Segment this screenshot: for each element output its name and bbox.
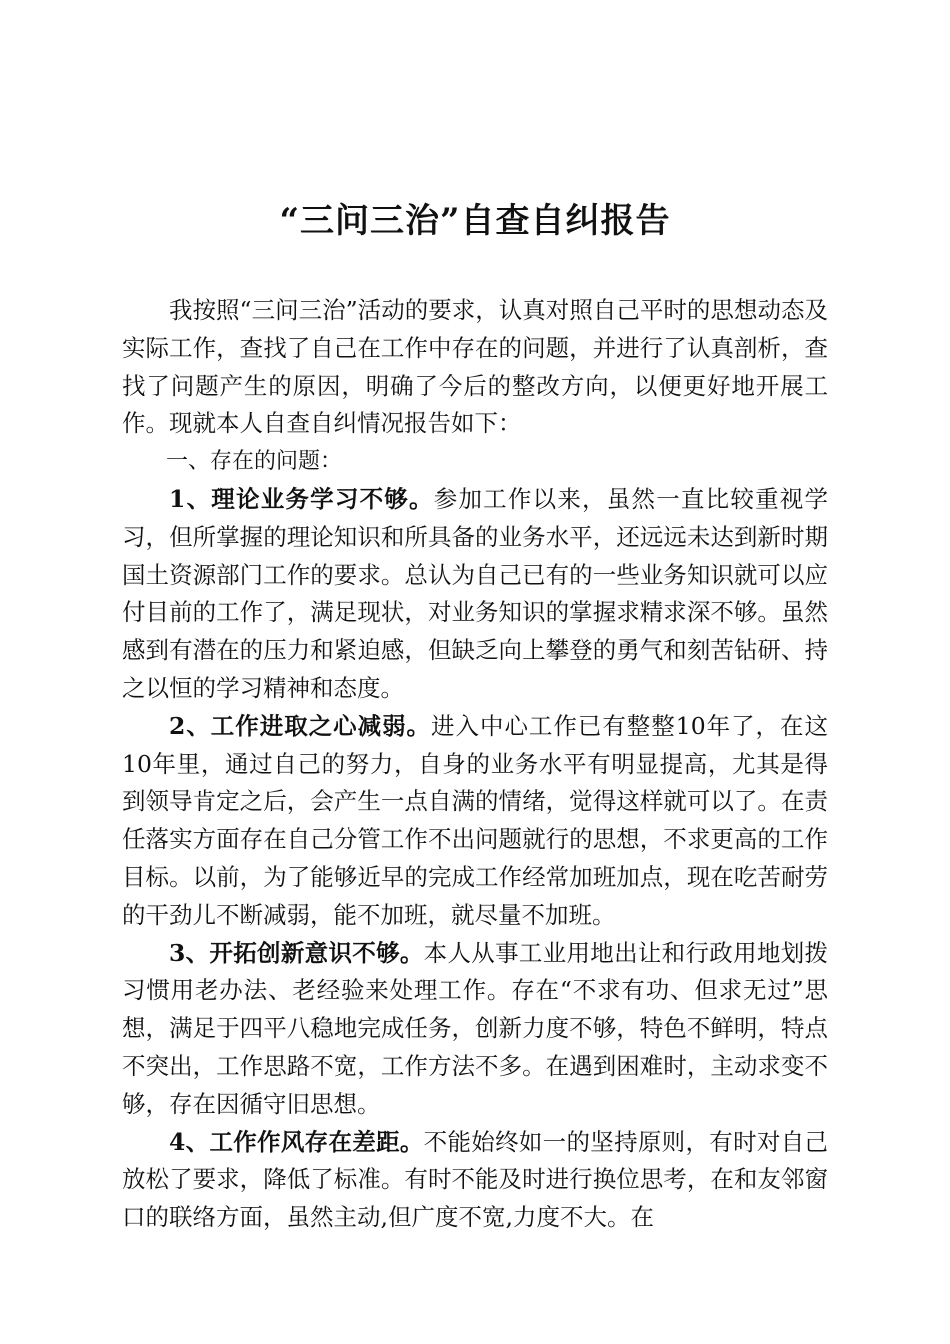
issue-paragraph-3	[122, 935, 828, 1124]
document-title: “三问三治”自查自纠报告	[279, 201, 671, 241]
issue-text-4: 不能始终如一的坚持原则，有时对自己放松了要求，降低了标准。有时不能及时进行换位思考，在和友邻窗口的联络方面，虽然主动,但广度不宽,力度不大。在	[122, 1127, 828, 1232]
document-body	[122, 292, 828, 1237]
issue-lead-3: 3、开拓创新意识不够。	[169, 938, 424, 967]
issue-lead-1: 1、理论业务学习不够。	[169, 484, 434, 513]
section-heading: 一、存在的问题：	[166, 449, 343, 475]
issue-lead-4: 4、工作作风存在差距。	[169, 1127, 424, 1156]
issue-text-3: 本人从事工业用地出让和行政用地划拨习惯用老办法、老经验来处理工作。存在“不求有功、但求无过”思想，满足于四平八稳地完成任务，创新力度不够，特色不鲜明，特点不突出，工作思路不宽，工作方法不多。在遇到困难时，主动求变不够，存在因循守旧思想。	[122, 938, 828, 1118]
issue-lead-2: 2、工作进取之心减弱。	[169, 711, 432, 740]
issue-text-1: 参加工作以来，虽然一直比较重视学习，但所掌握的理论知识和所具备的业务水平，还远远未达到新时期国土资源部门工作的要求。总认为自己已有的一些业务知识就可以应付目前的工作了，满足现状，对业务知识的掌握求精求深不够。虽然感到有潜在的压力和紧迫感，但缺乏向上攀登的勇气和刻苦钻研、持之以恒的学习精神和态度。	[122, 484, 829, 702]
issue-paragraph-2	[122, 708, 828, 935]
issue-text-2: 进入中心工作已有整整10年了，在这10年里，通过自己的努力，自身的业务水平有明显提高，尤其是得到领导肯定之后，会产生一点自满的情绪，觉得这样就可以了。在责任落实方面存在自己分管工作不出问题就行的思想，不求更高的工作目标。以前，为了能够近早的完成工作经常加班加点，现在吃苦耐劳的干劲儿不断减弱，能不加班，就尽量不加班。	[122, 711, 828, 929]
issue-paragraph-1	[122, 481, 828, 708]
intro-paragraph: 我按照“三问三治”活动的要求，认真对照自己平时的思想动态及实际工作，查找了自己在工作中存在的问题，并进行了认真剖析，查找了问题产生的原因，明确了今后的整改方向，以便更好地开展工作。现就本人自查自纠情况报告如下：	[122, 296, 828, 438]
issue-paragraph-4	[122, 1124, 828, 1237]
